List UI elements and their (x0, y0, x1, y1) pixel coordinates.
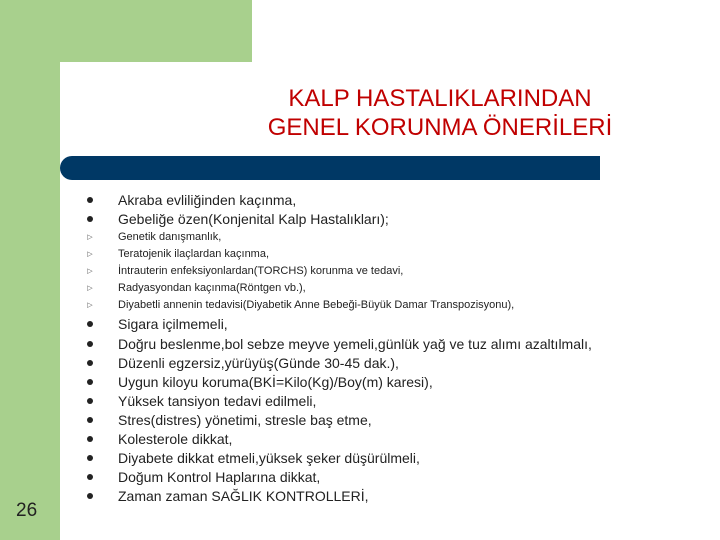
title-line-1: KALP HASTALIKLARINDAN (288, 85, 592, 112)
left-accent-band (0, 0, 60, 540)
list-item-text: Uygun kiloyu koruma(BKİ=Kilo(Kg)/Boy(m) karesi), (118, 374, 433, 390)
list-item-text: Stres(distres) yönetimi, stresle baş etme, (118, 412, 372, 428)
bullet-dot-icon (87, 321, 93, 327)
list-item-text: İntrauterin enfeksiyonlardan(TORCHS) korunma ve tedavi, (118, 265, 404, 277)
bullet-arrow-icon: ▷ (87, 302, 93, 309)
bullet-dot-icon (87, 341, 93, 347)
list-item (86, 336, 592, 352)
list-item-text: Yüksek tansiyon tedavi edilmeli, (118, 393, 317, 409)
list-item (86, 469, 320, 485)
bullet-dot-icon (87, 474, 93, 480)
top-accent-block (0, 0, 252, 62)
bullet-dot-icon (87, 417, 93, 423)
list-item (86, 393, 316, 409)
list-item-text: Doğum Kontrol Haplarına dikkat, (118, 469, 321, 485)
list-item (86, 299, 514, 311)
list-item (86, 316, 228, 332)
list-item-text: Diyabetli annenin tedavisi(Diyabetik Anne Bebeği-Büyük Damar Transpozisyonu), (118, 299, 515, 311)
bullet-arrow-icon: ▷ (87, 268, 93, 275)
list-item-text: Kolesterole dikkat, (118, 431, 233, 447)
list-item-text: Zaman zaman SAĞLIK KONTROLLERİ, (118, 488, 369, 504)
title-divider-bar (60, 156, 600, 180)
list-item (86, 488, 369, 504)
page-number: 26 (16, 500, 38, 521)
bullet-dot-icon (87, 379, 93, 385)
list-item-text: Radyasyondan kaçınma(Röntgen vb.), (118, 282, 306, 294)
bullet-dot-icon (87, 455, 93, 461)
bullet-dot-icon (87, 493, 93, 499)
list-item-text: Akraba evliliğinden kaçınma, (118, 192, 297, 208)
list-item (86, 231, 221, 243)
bullet-dot-icon (87, 436, 93, 442)
list-item (86, 265, 403, 277)
list-item-text: Doğru beslenme,bol sebze meyve yemeli,günlük yağ ve tuz alımı azaltılmalı, (118, 336, 592, 352)
list-item-text: Genetik danışmanlık, (118, 231, 222, 243)
list-item (86, 412, 372, 428)
list-item-text: Düzenli egzersiz,yürüyüş(Günde 30-45 dak.), (118, 355, 399, 371)
list-item-text: Teratojenik ilaçlardan kaçınma, (118, 248, 270, 260)
bullet-arrow-icon: ▷ (87, 234, 93, 241)
bullet-dot-icon (87, 197, 93, 203)
list-item-text: Gebeliğe özen(Konjenital Kalp Hastalıkları); (118, 211, 389, 227)
list-item (86, 450, 420, 466)
list-item (86, 282, 306, 294)
bullet-dot-icon (87, 398, 93, 404)
list-item (86, 211, 389, 227)
title-line-2: GENEL KORUNMA ÖNERİLERİ (267, 114, 613, 141)
list-item (86, 248, 269, 260)
list-item-text: Diyabete dikkat etmeli,yüksek şeker düşürülmeli, (118, 450, 420, 466)
bullet-dot-icon (87, 216, 93, 222)
list-item (86, 192, 296, 208)
list-item (86, 355, 399, 371)
bullet-dot-icon (87, 360, 93, 366)
slide-title (150, 84, 720, 142)
list-item (86, 431, 232, 447)
bullet-arrow-icon: ▷ (87, 285, 93, 292)
list-item-text: Sigara içilmemeli, (118, 316, 228, 332)
list-item (86, 374, 433, 390)
bullet-arrow-icon: ▷ (87, 251, 93, 258)
